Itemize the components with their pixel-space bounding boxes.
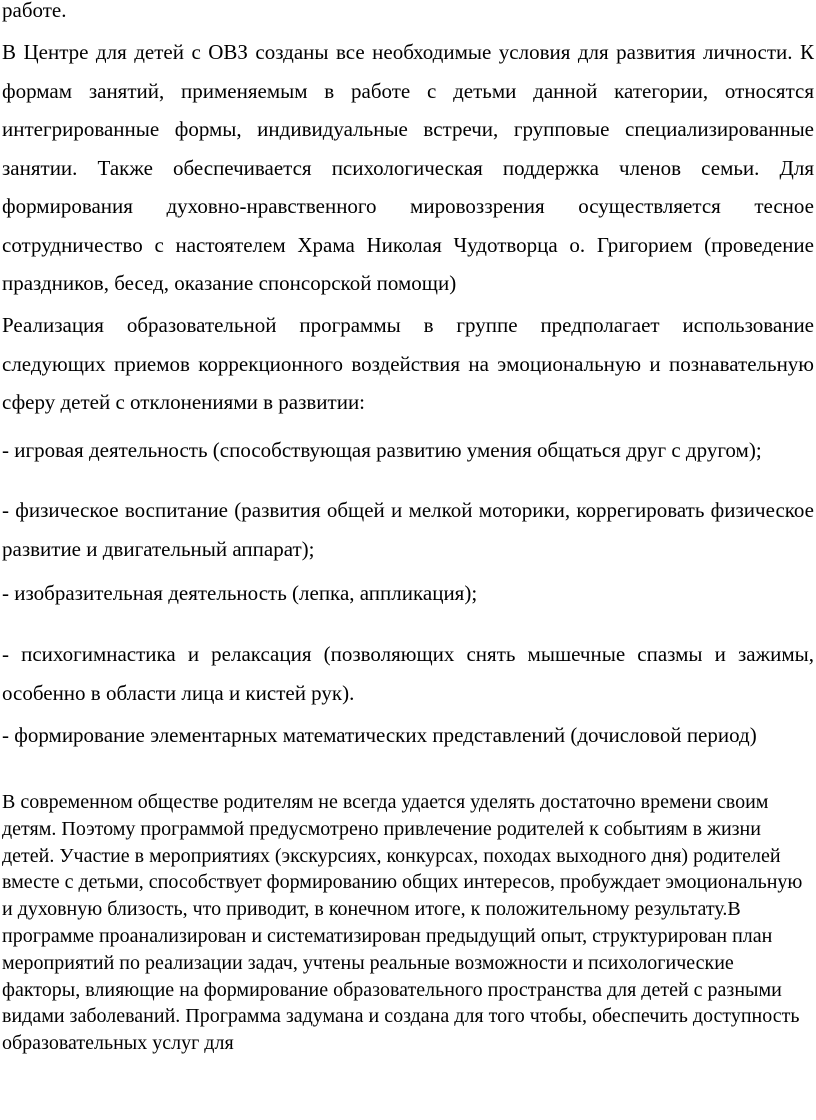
list-item-math-concepts: - формирование элементарных математических представлений (дочисловой период) bbox=[2, 723, 757, 747]
list-item-physical-education: - физическое воспитание (развития общей и мелкой моторики, коррегировать физическое развитие и двигательный аппарат); bbox=[2, 498, 814, 561]
paragraph-program-methods: Реализация образовательной программы в группе предполагает использование следующих приемов коррекционного воздействия на эмоциональную и познавательную сферу детей с отклонениями в развитии: bbox=[2, 313, 814, 414]
paragraph-center-conditions: В Центре для детей с ОВЗ созданы все необходимые условия для развития личности. К формам занятий, применяемым в работе с детьми данной категории, относятся интегрированные формы, индивидуальные встречи, групповые специализированные занятии. Также обеспечивается психологическая поддержка членов семьи. Для формирования духовно-нравственного мировоззрения осуществляется тесное сотрудничество с настоятелем Храма Николая Чудотворца о. Григорием (проведение праздников, бесед, оказание спонсорской помощи) bbox=[2, 40, 814, 295]
list-item-art-activity: - изобразительная деятельность (лепка, аппликация); bbox=[2, 581, 478, 605]
list-item-play-activity: - игровая деятельность (способствующая развитию умения общаться друг с другом); bbox=[2, 438, 762, 462]
list-item-psychogymnastics: - психогимнастика и релаксация (позволяющих снять мышечные спазмы и зажимы, особенно в области лица и кистей рук). bbox=[2, 642, 814, 705]
paragraph-parents-involvement: В современном обществе родителям не всегда удается уделять достаточно времени своим детям. Поэтому программой предусмотрено привлечение родителей к событиям в жизни детей. Участие в мероприятиях (экскурсиях, конкурсах, походах выходного дня) родителей вместе с детьми, способствует формированию общих интересов, пробуждает эмоциональную и духовную близость, что приводит, в конечном итоге, к положительному результату.В программе проанализирован и систематизирован предыдущий опыт, структурирован план мероприятий по реализации задач, учтены реальные возможности и психологические факторы, влияющие на формирование образовательного пространства для детей с разными видами заболеваний. Программа задумана и создана для того чтобы, обеспечить доступность образовательных услуг для bbox=[2, 791, 803, 1055]
paragraph-continuation: работе. bbox=[2, 0, 67, 22]
